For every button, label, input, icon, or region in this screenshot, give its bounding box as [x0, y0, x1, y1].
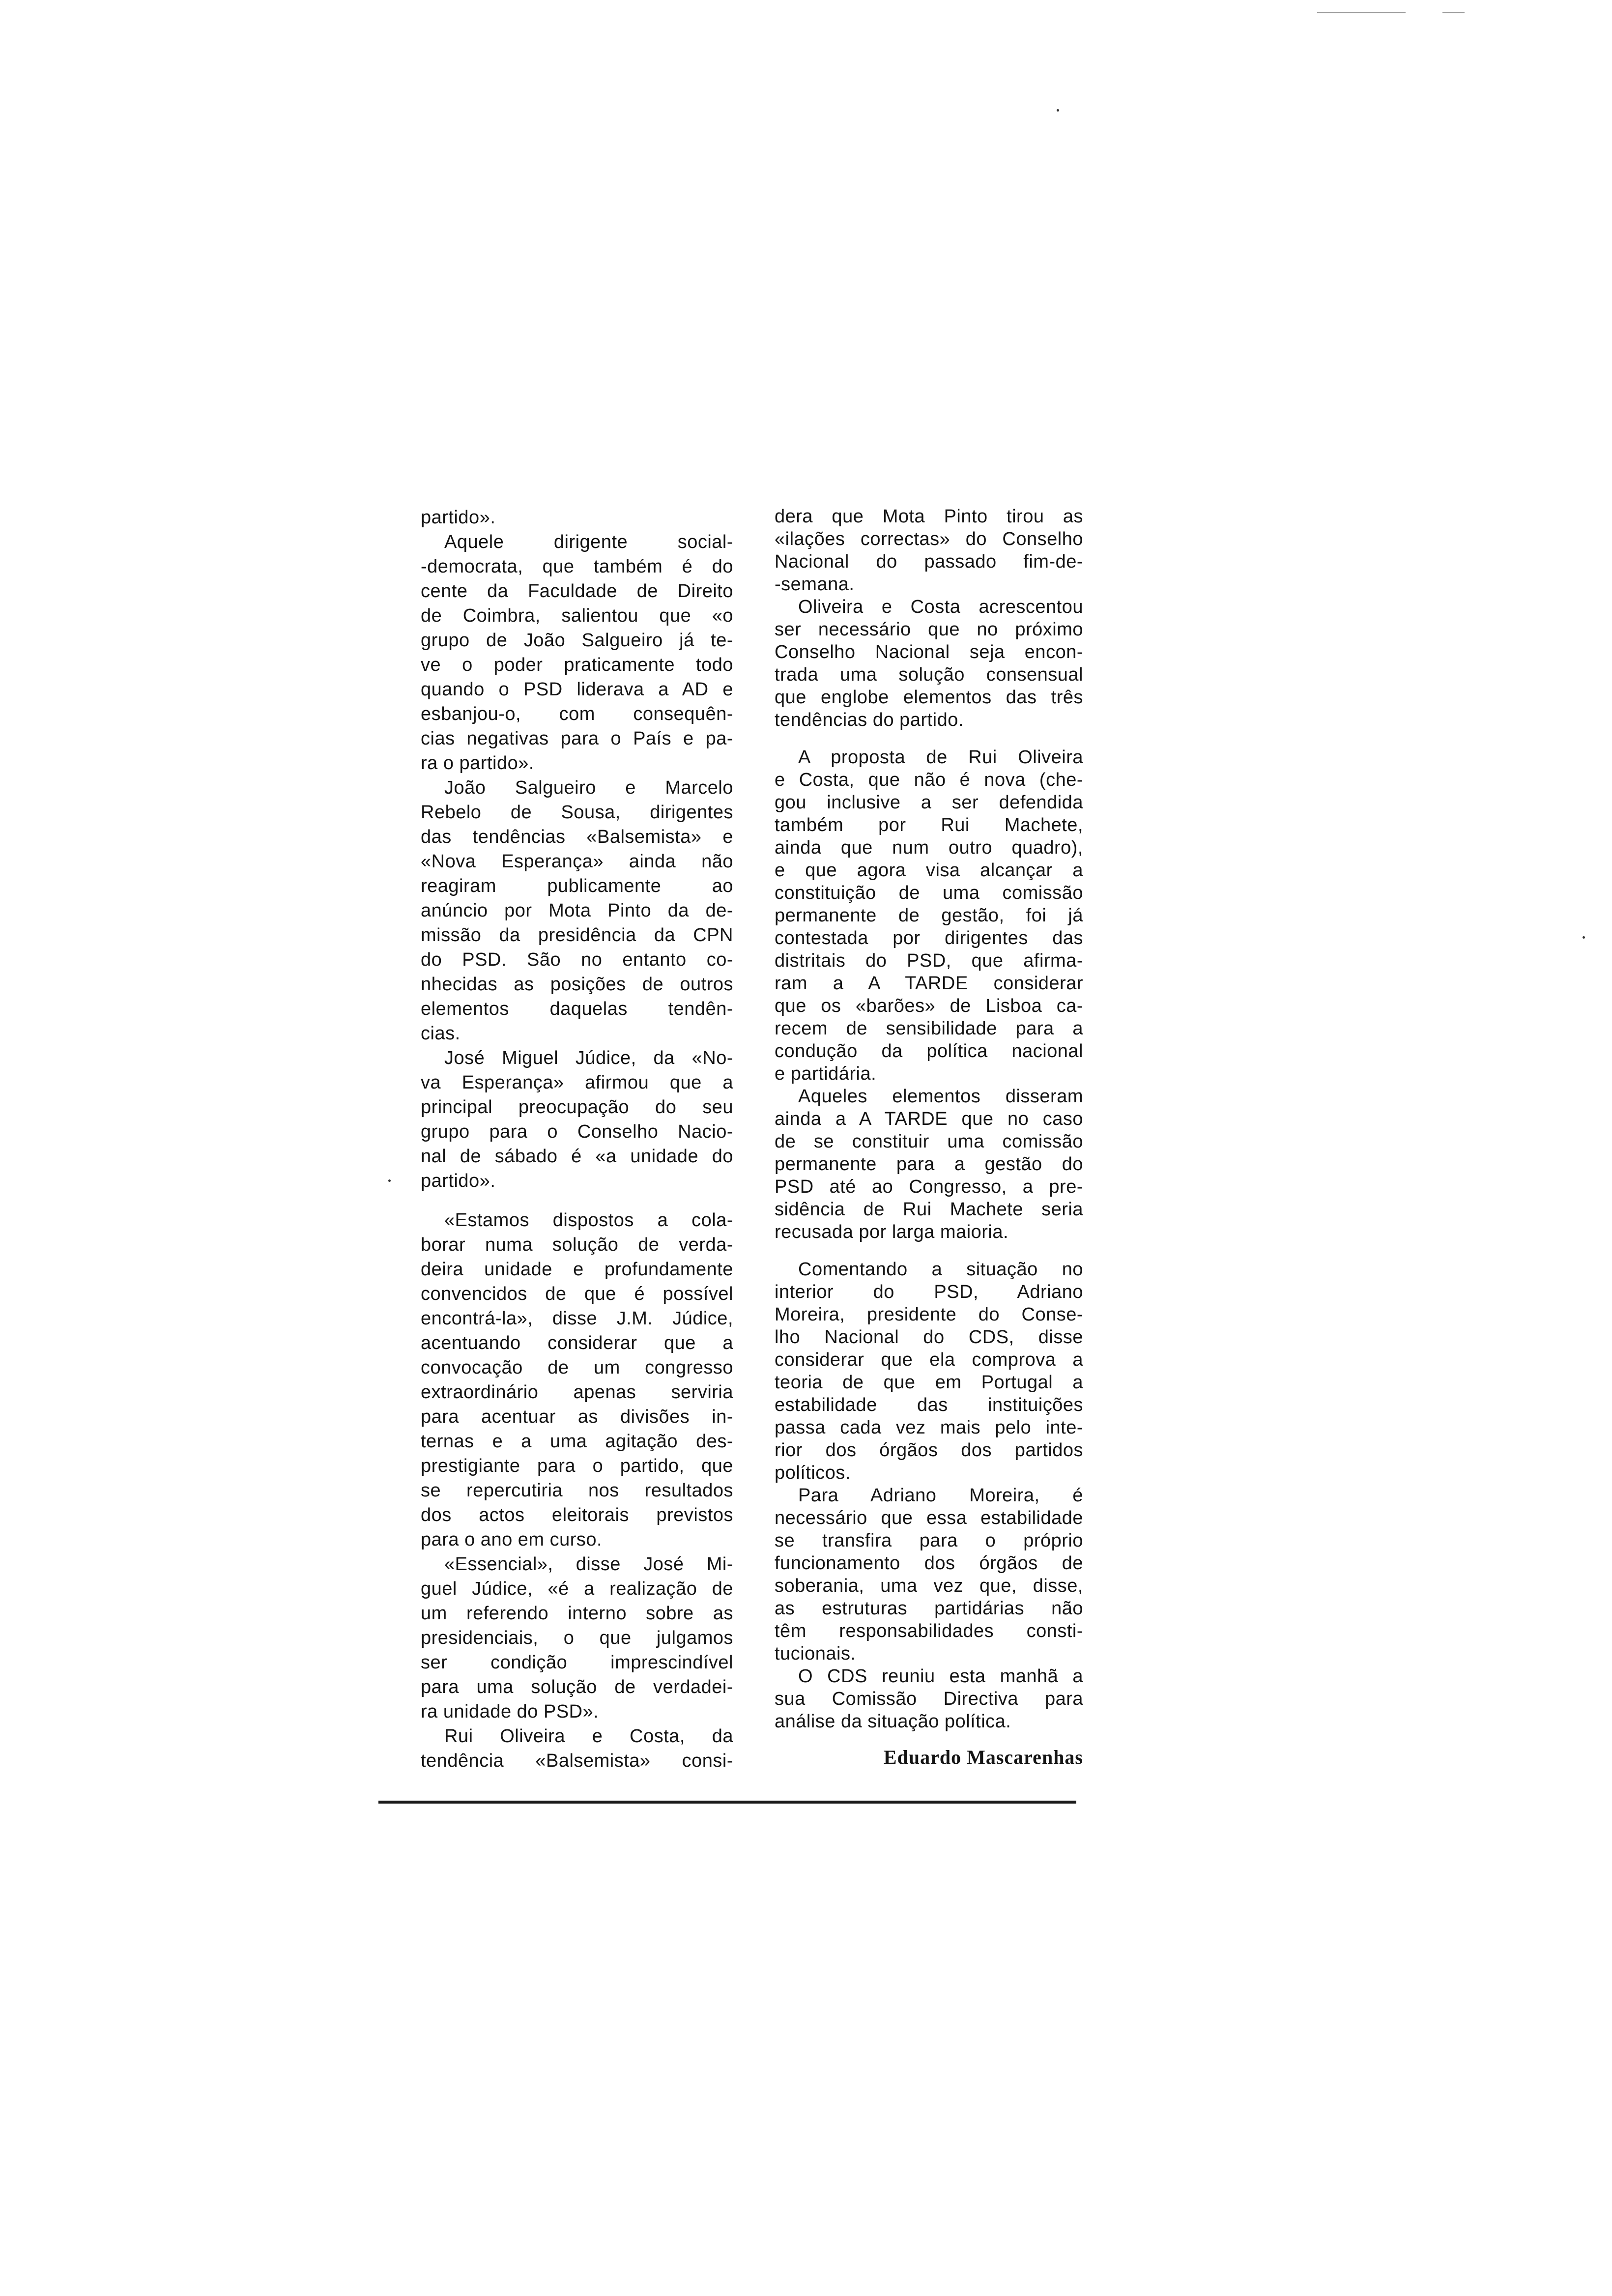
text-line: sua Comissão Directiva para [775, 1689, 1083, 1709]
text-line: análise da situação política. [775, 1711, 1011, 1732]
text-line: Para Adriano Moreira, é [798, 1485, 1083, 1506]
text-line: ainda a A TARDE que no caso [775, 1109, 1083, 1129]
text-line: acentuando considerar que a [421, 1333, 733, 1353]
text-line: se repercutiria nos resultados [421, 1480, 733, 1501]
text-line: ainda que num outro quadro), [775, 837, 1083, 858]
text-line: tendência «Balsemista» consi- [421, 1751, 733, 1771]
right-paragraphs [775, 505, 1083, 1733]
scan-speck [1583, 936, 1585, 939]
text-line: reagiram publicamente ao [421, 876, 733, 896]
text-line: Comentando a situação no [798, 1259, 1083, 1280]
article-column-left [421, 505, 733, 1773]
text-line: passa cada vez mais pelo inte- [775, 1417, 1083, 1438]
text-line: das tendências «Balsemista» e [421, 827, 733, 847]
article-paragraph [421, 1046, 733, 1193]
text-line: permanente de gestão, foi já [775, 905, 1083, 926]
text-line: va Esperança» afirmou que a [421, 1072, 733, 1093]
text-line: borar numa solução de verda- [421, 1234, 733, 1255]
text-line: prestigiante para o partido, que [421, 1456, 733, 1476]
text-line: Nacional do passado fim-de- [775, 551, 1083, 572]
text-line: quando o PSD liderava a AD e [421, 679, 733, 700]
text-line: considerar que ela comprova a [775, 1349, 1083, 1370]
article-paragraph [775, 1085, 1083, 1243]
text-line: cente da Faculdade de Direito [421, 581, 733, 602]
text-line: Oliveira e Costa acrescentou [798, 597, 1083, 617]
text-line: também por Rui Machete, [775, 815, 1083, 835]
text-line: tendências do partido. [775, 710, 964, 730]
article-paragraph [775, 1665, 1083, 1733]
text-line: dos actos eleitorais previstos [421, 1505, 733, 1525]
text-line: e que agora visa alcançar a [775, 860, 1083, 881]
text-line: grupo para o Conselho Nacio- [421, 1121, 733, 1142]
text-line: esbanjou-o, com consequên- [421, 704, 733, 724]
text-line: «ilações correctas» do Conselho [775, 529, 1083, 549]
text-line: Conselho Nacional seja encon- [775, 642, 1083, 662]
scan-artifact-line [1317, 12, 1406, 13]
article-paragraph [421, 1552, 733, 1724]
text-line: cias. [421, 1023, 461, 1044]
article-paragraph [421, 1724, 733, 1773]
text-line: anúncio por Mota Pinto da de- [421, 900, 733, 921]
text-line: ser condição imprescindível [421, 1652, 733, 1673]
text-line: recem de sensibilidade para a [775, 1018, 1083, 1039]
text-line: convocação de um congresso [421, 1357, 733, 1378]
text-line: sidência de Rui Machete seria [775, 1199, 1083, 1220]
text-line: ser necessário que no próximo [775, 619, 1083, 640]
text-line: ra unidade do PSD». [421, 1701, 599, 1722]
text-line: soberania, uma vez que, disse, [775, 1576, 1083, 1596]
text-line: condução da política nacional [775, 1041, 1083, 1062]
text-line: «Essencial», disse José Mi- [444, 1554, 733, 1575]
text-line: para uma solução de verdadei- [421, 1677, 733, 1697]
text-line: para o ano em curso. [421, 1529, 603, 1550]
text-line: guel Júdice, «é a realização de [421, 1578, 733, 1599]
text-line: elementos daquelas tendên- [421, 999, 733, 1019]
text-line: presidenciais, o que julgamos [421, 1628, 733, 1648]
text-line: PSD até ao Congresso, a pre- [775, 1177, 1083, 1197]
text-line: -semana. [775, 574, 855, 595]
text-line: gou inclusive a ser defendida [775, 792, 1083, 813]
text-line: -democrata, que também é do [421, 556, 733, 577]
text-line: têm responsabilidades consti- [775, 1621, 1083, 1641]
text-line: nhecidas as posições de outros [421, 974, 733, 995]
text-line: e Costa, que não é nova (che- [775, 770, 1083, 790]
scan-artifact-line [1442, 12, 1465, 13]
text-line: interior do PSD, Adriano [775, 1282, 1083, 1302]
text-line: convencidos de que é possível [421, 1284, 733, 1304]
text-line: principal preocupação do seu [421, 1097, 733, 1118]
text-line: encontrá-la», disse J.M. Júdice, [421, 1308, 733, 1329]
article-paragraph [775, 746, 1083, 1085]
text-line: grupo de João Salgueiro já te- [421, 630, 733, 651]
article-paragraph [775, 1258, 1083, 1484]
scan-speck [388, 1179, 391, 1182]
text-line: funcionamento dos órgãos de [775, 1553, 1083, 1574]
scan-speck [1057, 109, 1059, 112]
text-line: que os «barões» de Lisboa ca- [775, 996, 1083, 1016]
text-line: recusada por larga maioria. [775, 1222, 1009, 1242]
text-line: políticos. [775, 1463, 851, 1483]
text-line: extraordinário apenas serviria [421, 1382, 733, 1403]
article-paragraph [421, 530, 733, 775]
text-line: ve o poder praticamente todo [421, 655, 733, 675]
text-line: lho Nacional do CDS, disse [775, 1327, 1083, 1348]
text-line: que englobe elementos das três [775, 687, 1083, 708]
text-line: Rui Oliveira e Costa, da [444, 1726, 733, 1747]
text-line: ra o partido». [421, 753, 534, 774]
text-line: dera que Mota Pinto tirou as [775, 506, 1083, 527]
article-paragraph [775, 1484, 1083, 1665]
text-line: distritais do PSD, que afirma- [775, 950, 1083, 971]
text-line: A proposta de Rui Oliveira [798, 747, 1083, 768]
text-line: para acentuar as divisões in- [421, 1406, 733, 1427]
text-line: um referendo interno sobre as [421, 1603, 733, 1624]
text-line: partido». [421, 1171, 496, 1191]
text-line: se transfira para o próprio [775, 1530, 1083, 1551]
text-line: missão da presidência da CPN [421, 925, 733, 946]
article-paragraph [421, 505, 733, 530]
text-line: constituição de uma comissão [775, 883, 1083, 903]
article-paragraph [421, 1208, 733, 1552]
text-line: Rebelo de Sousa, dirigentes [421, 802, 733, 823]
text-line: trada uma solução consensual [775, 664, 1083, 685]
text-line: Aqueles elementos disseram [798, 1086, 1083, 1107]
article-paragraph [775, 505, 1083, 596]
text-line: «Nova Esperança» ainda não [421, 851, 733, 872]
article-bottom-rule [378, 1801, 1076, 1804]
text-line: partido». [421, 507, 496, 528]
text-line: de se constituir uma comissão [775, 1131, 1083, 1152]
text-line: O CDS reuniu esta manhã a [798, 1666, 1083, 1687]
text-line: ram a A TARDE considerar [775, 973, 1083, 994]
article-paragraph [421, 775, 733, 1046]
text-line: Moreira, presidente do Conse- [775, 1304, 1083, 1325]
text-line: rior dos órgãos dos partidos [775, 1440, 1083, 1461]
text-line: permanente para a gestão do [775, 1154, 1083, 1175]
text-line: e partidária. [775, 1063, 877, 1084]
text-line: João Salgueiro e Marcelo [444, 777, 733, 798]
text-line: do PSD. São no entanto co- [421, 949, 733, 970]
text-line: José Miguel Júdice, da «No- [444, 1048, 733, 1068]
text-line: Aquele dirigente social- [444, 532, 733, 552]
text-line: nal de sábado é «a unidade do [421, 1146, 733, 1167]
article-byline: Eduardo Mascarenhas [883, 1746, 1083, 1768]
text-line: contestada por dirigentes das [775, 928, 1083, 948]
text-line: teoria de que em Portugal a [775, 1372, 1083, 1393]
text-line: de Coimbra, salientou que «o [421, 605, 733, 626]
article-column-right [775, 505, 1083, 1769]
text-line: deira unidade e profundamente [421, 1259, 733, 1280]
text-line: «Estamos dispostos a cola- [444, 1210, 733, 1231]
text-line: cias negativas para o País e pa- [421, 728, 733, 749]
text-line: tucionais. [775, 1643, 856, 1664]
text-line: ternas e a uma agitação des- [421, 1431, 733, 1452]
text-line: as estruturas partidárias não [775, 1598, 1083, 1619]
text-line: necessário que essa estabilidade [775, 1508, 1083, 1528]
text-line: estabilidade das instituições [775, 1395, 1083, 1415]
article-paragraph [775, 596, 1083, 731]
